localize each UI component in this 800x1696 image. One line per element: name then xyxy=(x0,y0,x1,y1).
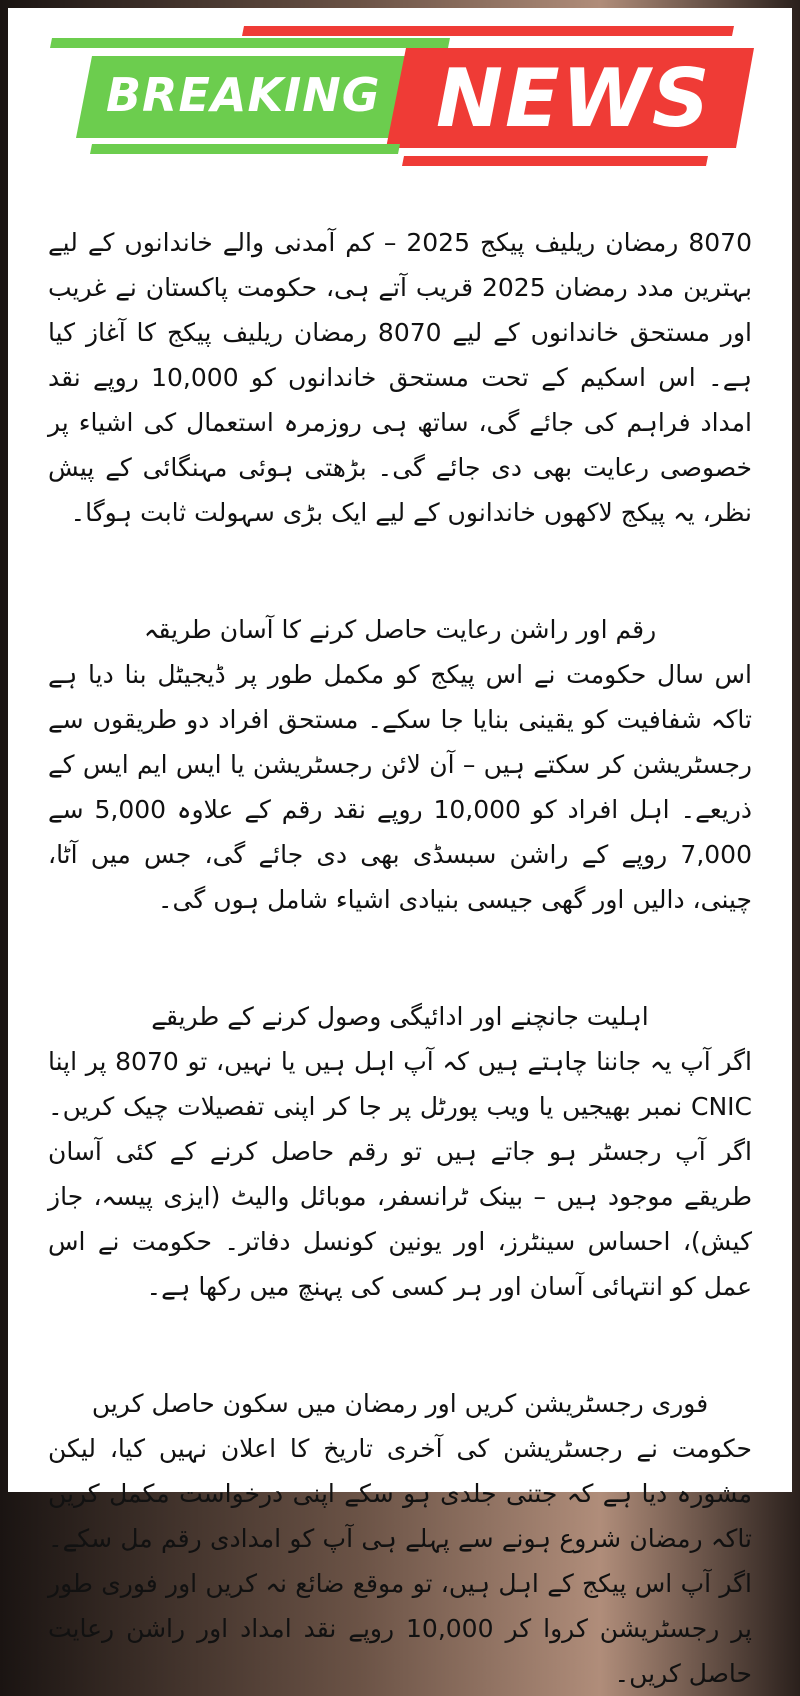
section-paragraph: اس سال حکومت نے اس پیکج کو مکمل طور پر ڈیجیٹل بنا دیا ہے تاکہ شفافیت کو یقینی بنایا جا سکے۔ مستحق افراد دو طریقوں سے رجسٹریشن کر سکتے ہیں – آن لائن رجسٹریشن یا ایس ایم ایس کے ذریعے۔ اہل افراد کو 10,000 روپے نقد رقم کے علاوہ 5,000 سے 7,000 روپے کے راشن سبسڈی بھی دی جائے گی، جس میں آٹا، چینی، دالیں اور گھی جیسی بنیادی اشیاء شامل ہوں گی۔ xyxy=(48,660,753,914)
intro-paragraph: 8070 رمضان ریلیف پیکج 2025 – کم آمدنی والے خاندانوں کے لیے بہترین مدد رمضان 2025 قریب آتے ہی، حکومت پاکستان نے غریب اور مستحق خاندانوں کے لیے 8070 رمضان ریلیف پیکج کا آغاز کیا ہے۔ اس اسکیم کے تحت مستحق خاندانوں کو 10,000 روپے نقد امداد فراہم کی جائے گی، ساتھ ہی روزمرہ استعمال کی اشیاء پر خصوصی رعایت بھی دی جائے گی۔ بڑھتی ہوئی مہنگائی کے پیش نظر، یہ پیکج لاکھوں خاندانوں کے لیے ایک بڑی سہولت ثابت ہوگا۔ xyxy=(48,228,753,527)
breaking-word: BREAKING xyxy=(106,68,381,122)
section-eligibility-payment xyxy=(48,994,752,1309)
banner-green-top-stripe xyxy=(50,38,450,48)
news-word: NEWS xyxy=(436,52,712,145)
section-cash-and-ration xyxy=(48,607,752,922)
section-heading: فوری رجسٹریشن کریں اور رمضان میں سکون حاصل کریں xyxy=(91,1389,709,1418)
banner-red-top-stripe xyxy=(242,26,734,36)
section-paragraph: اگر آپ یہ جاننا چاہتے ہیں کہ آپ اہل ہیں یا نہیں، تو 8070 پر اپنا CNIC نمبر بھیجیں یا ویب پورٹل پر جا کر اپنی تفصیلات چیک کریں۔ اگر آپ رجسٹر ہو جاتے ہیں تو رقم حاصل کرنے کے کئی آسان طریقے موجود ہیں – بینک ٹرانسفر، موبائل والیٹ (ایزی پیسہ، جاز کیش)، احساس سینٹرز، اور یونین کونسل دفاتر۔ حکومت نے اس عمل کو انتہائی آسان اور ہر کسی کی پہنچ میں رکھا ہے۔ xyxy=(48,1047,752,1301)
section-heading: رقم اور راشن رعایت حاصل کرنے کا آسان طریقہ xyxy=(143,615,657,644)
breaking-news-banner xyxy=(8,8,792,178)
section-paragraph: حکومت نے رجسٹریشن کی آخری تاریخ کا اعلان نہیں کیا، لیکن مشورہ دیا ہے کہ جتنی جلدی ہو سکے اپنی درخواست مکمل کریں تاکہ رمضان شروع ہونے سے پہلے ہی آپ کو امدادی رقم مل سکے۔ اگر آپ اس پیکج کے اہل ہیں، تو موقع ضائع نہ کریں اور فوری طور پر رجسٹریشن کروا کر 10,000 روپے نقد امداد اور راشن رعایت حاصل کریں۔ xyxy=(48,1434,752,1688)
banner-red-bottom-stripe xyxy=(402,156,708,166)
banner-green-bottom-stripe xyxy=(90,144,400,154)
section-register-now xyxy=(48,1381,752,1696)
article-body xyxy=(48,220,752,1696)
article-page xyxy=(8,8,792,1688)
section-heading: اہلیت جانچنے اور ادائیگی وصول کرنے کے طریقے xyxy=(151,1002,649,1031)
